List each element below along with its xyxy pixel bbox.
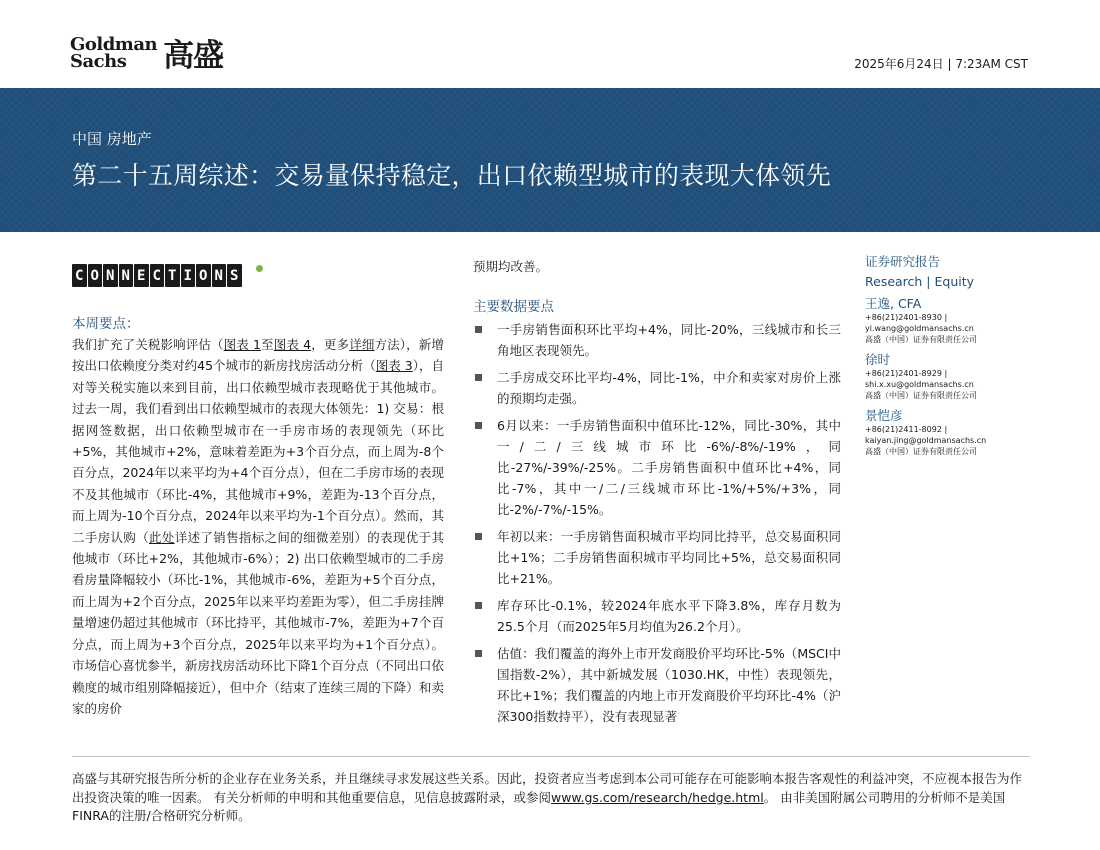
connections-letter: N <box>212 264 227 287</box>
key-points-heading: 本周要点： <box>72 316 140 332</box>
connections-letter: C <box>150 264 165 287</box>
analyst-firm: 高盛（中国）证券有限责任公司 <box>865 447 977 456</box>
analyst-phone: +86(21)2411-8092 | <box>865 425 948 434</box>
connections-letter: S <box>227 264 242 287</box>
connections-letter: C <box>72 264 87 287</box>
middle-column <box>473 256 841 733</box>
sector-label: 中国 房地产 <box>72 130 152 148</box>
analyst-name: 徐时 <box>865 352 891 367</box>
connections-letter: O <box>196 264 211 287</box>
square-bullet-icon <box>475 602 482 609</box>
report-title: 第二十五周综述：交易量保持稳定，出口依赖型城市的表现大体领先 <box>72 161 832 190</box>
list-item: 二手房成交环比平均-4%，同比-1%，中介和卖家对房价上涨的预期均走强。 <box>473 367 841 409</box>
square-bullet-icon <box>475 422 482 429</box>
report-datestamp: 2025年6月24日 | 7:23AM CST <box>854 57 1028 71</box>
analyst-card <box>865 351 1035 401</box>
link-methodology-detail[interactable]: 详细 <box>349 337 375 352</box>
continued-text: 预期均改善。 <box>473 259 549 274</box>
connections-letter: O <box>88 264 103 287</box>
goldman-sachs-logo <box>70 30 223 75</box>
footer-divider <box>72 756 1030 757</box>
list-item: 估值：我们覆盖的海外上市开发商股价平均环比-5%（MSCI中国指数-2%），其中新城发展（1030.HK，中性）表现领先，环比+1%；我们覆盖的内地上市开发商股价平均环比-4%（沪深300指数持平），没有表现显著 <box>473 643 841 727</box>
report-type-en: Research | Equity <box>865 274 975 289</box>
connections-letter: I <box>181 264 196 287</box>
analyst-firm: 高盛（中国）证券有限责任公司 <box>865 335 977 344</box>
right-sidebar <box>865 252 1035 463</box>
link-chart-4[interactable]: 图表 4 <box>273 337 312 352</box>
square-bullet-icon <box>475 533 482 540</box>
analyst-email[interactable]: shi.x.xu@goldmansachs.cn <box>865 380 974 389</box>
list-item: 库存环比-0.1%，较2024年底水平下降3.8%，库存月数为25.5个月（而2025年5月均值为26.2个月）。 <box>473 595 841 637</box>
analyst-card <box>865 295 1035 345</box>
analyst-phone: +86(21)2401-8930 | <box>865 313 948 322</box>
list-item: 一手房销售面积环比平均+4%，同比-20%，三线城市和长三角地区表现领先。 <box>473 319 841 361</box>
title-banner <box>0 88 1100 232</box>
analyst-email[interactable]: kaiyan.jing@goldmansachs.cn <box>865 436 987 445</box>
square-bullet-icon <box>475 326 482 333</box>
logo-chinese-name: 高盛 <box>163 38 224 74</box>
list-item: 6月以来：一手房销售面积中值环比-12%，同比-30%，其中一/二/三线城市环比-6%/-8%/-19%，同比-27%/-39%/-25%。二手房销售面积中值环比+4%，同比-7%，其中一/二/三线城市环比-1%/+5%/+3%，同比-2%/-7%/-15%。 <box>473 415 841 520</box>
analyst-name: 景恺彦 <box>865 408 903 423</box>
link-here[interactable]: 此处 <box>149 529 175 545</box>
analyst-email[interactable]: yi.wang@goldmansachs.cn <box>865 324 974 333</box>
analyst-phone: +86(21)2401-8929 | <box>865 369 948 378</box>
analyst-firm: 高盛（中国）证券有限责任公司 <box>865 391 977 400</box>
connections-letter: T <box>165 264 180 287</box>
link-chart-1[interactable]: 图表 1 <box>223 337 262 352</box>
connections-letter: E <box>134 264 149 287</box>
disclaimer: 高盛与其研究报告所分析的企业存在业务关系，并且继续寻求发展这些关系。因此，投资者应当考虑到本公司可能存在可能影响本报告客观性的利益冲突，不应视本报告为作出投资决策的唯一因素。 有关分析师的申明和其他重要信息，见信息披露附录，或参阅www.gs.com/research/hedge.html。 由非美国附属公司聘用的分析师不是美国FINRA的注册/合格研究分析师。 <box>72 771 1023 823</box>
key-data-list <box>473 319 841 727</box>
analyst-card <box>865 407 1035 457</box>
connections-letter: N <box>103 264 118 287</box>
green-dot-icon <box>256 265 263 272</box>
list-item: 年初以来：一手房销售面积城市平均同比持平，总交易面积同比+1%；二手房销售面积城市平均同比+5%，总交易面积同比+21%。 <box>473 526 841 589</box>
disclosure-link[interactable]: www.gs.com/research/hedge.html <box>550 789 764 805</box>
link-chart-3[interactable]: 图表 3 <box>375 358 413 374</box>
key-data-heading: 主要数据要点 <box>473 299 554 315</box>
key-points-body: 我们扩充了关税影响评估（图表 1至图表 4，更多详细方法），新增按出口依赖度分类对约45个城市的新房找房活动分析（图表 3），自对等关税实施以来到目前，出口依赖型城市表现略优于其他城市。过去一周，我们看到出口依赖型城市的表现大体领先：1) 交易：根据网签数据，出口依赖型城市在一手房市场的表现领先（环比+5%，其他城市+2%，意味着差距为+3个百分点，而上周为-8个百分点，2024年以来平均为+4个百分点），但在二手房市场的表现不及其他城市（环比-4%，其他城市+9%，差距为-13个百分点，而上周为-10个百分点，2024年以来平均为-1个百分点）。然而，其二手房认购（此处详述了销售指标之间的细微差别）的表现优于其他城市（环比+2%，其他城市-6%）；2) 出口依赖型城市的二手房看房量降幅较小（环比-1%，其他城市-6%，差距为+5个百分点，而上周为+2个百分点，2025年以来平均差距为零），但二手房挂牌量增速仍超过其他城市（环比持平，其他城市-7%，差距为+7个百分点，而上周为+3个百分点，2025年以来平均为+1个百分点）。市场信心喜忧参半，新房找房活动环比下降1个百分点（不同出口依赖度的城市组别降幅接近），但中介（结束了连续三周的下降）和卖家的房价 <box>72 337 444 716</box>
connections-letter: N <box>119 264 134 287</box>
left-column <box>72 264 444 719</box>
report-type-cn: 证券研究报告 <box>865 254 941 269</box>
analyst-name: 王逸, CFA <box>865 296 922 311</box>
connections-logo <box>72 264 444 288</box>
square-bullet-icon <box>475 374 482 381</box>
square-bullet-icon <box>475 650 482 657</box>
logo-wordmark: Goldman Sachs <box>70 33 158 72</box>
